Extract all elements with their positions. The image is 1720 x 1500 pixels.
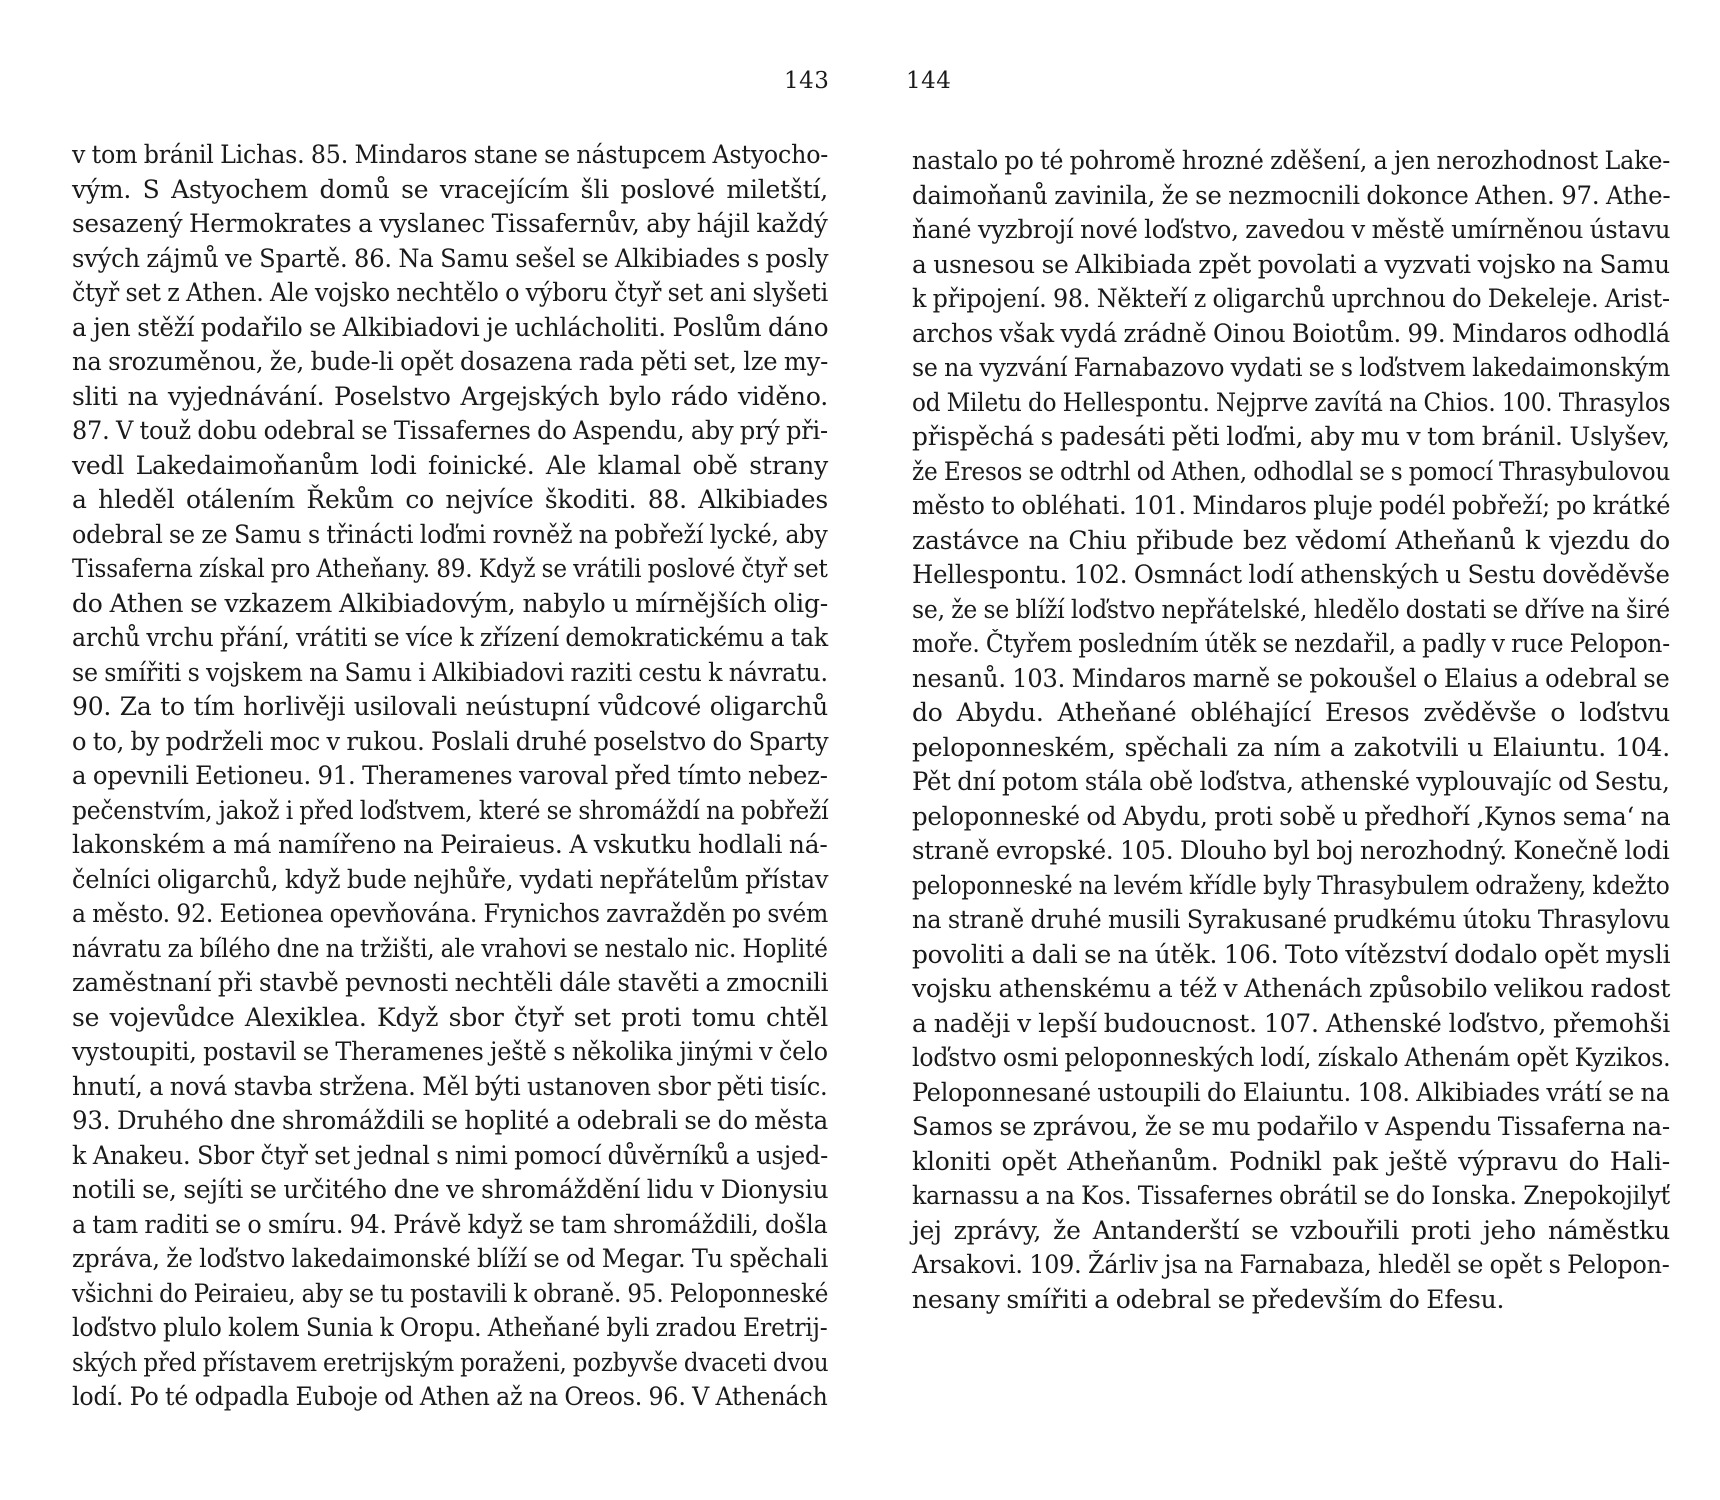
- right-page-text: [912, 144, 1670, 1317]
- text-line: se, že se blíží loďstvo nepřátelské, hledělo dostati se dříve na širé: [912, 594, 1671, 624]
- text-line: v tom bránil Lichas. 85. Mindaros stane se nástupcem Astyocho-: [72, 140, 829, 169]
- text-line: vedl Lakedaimoňanům lodi foinické. Ale klamal obě strany: [72, 450, 828, 480]
- text-line: Peloponnesané ustoupili do Elaiuntu. 108. Alkibiades vrátí se na: [912, 1077, 1670, 1107]
- text-line: od Miletu do Hellespontu. Nejprve zavítá na Chios. 100. Thrasylos: [912, 387, 1671, 417]
- text-line: sesazený Hermokrates a vyslanec Tissafernův, aby hájil každý: [72, 209, 828, 238]
- page-number-left: 143: [784, 68, 830, 94]
- text-line: a město. 92. Eetionea opevňována. Frynichos zavražděn po svém: [72, 899, 829, 928]
- text-line: povoliti a dali se na útěk. 106. Toto vítězství dodalo opět mysli: [912, 939, 1671, 969]
- left-page-text: [72, 138, 828, 1415]
- text-line: Hellespontu. 102. Osmnáct lodí athenských u Sestu dověděvše: [912, 560, 1670, 589]
- text-line: do Athen se vzkazem Alkibiadovým, nabylo u mírnějších olig-: [72, 588, 828, 618]
- text-line: archos však vydá zrádně Oinou Boiotům. 99. Mindaros odhodlá: [912, 318, 1671, 348]
- text-line: odebral se ze Samu s třinácti loďmi rovněž na pobřeží lycké, aby: [72, 519, 828, 549]
- text-line: vojsku athenskému a též v Athenách způsobilo velikou radost: [912, 974, 1671, 1003]
- text-line: loďstvo plulo kolem Sunia k Oropu. Atheňané byli zradou Eretrij-: [72, 1313, 828, 1342]
- page-number-right: 144: [906, 68, 952, 94]
- text-line: svých zájmů ve Spartě. 86. Na Samu sešel se Alkibiades s posly: [72, 243, 829, 273]
- text-line: lakonském a má namířeno na Peiraieus. A vskutku hodlali ná-: [72, 830, 828, 859]
- text-line: Pět dní potom stála obě loďstva, athenské vyplouvajíc od Sestu,: [912, 767, 1670, 796]
- text-line: 87. V touž dobu odebral se Tissafernes do Aspendu, aby prý při-: [72, 416, 828, 445]
- text-line: 90. Za to tím horlivěji usilovali neústupní vůdcové oligarchů: [72, 692, 828, 721]
- text-line: že Eresos se odtrhl od Athen, odhodlal se s pomocí Thrasybulovou: [912, 456, 1671, 486]
- text-line: Samos se zprávou, že se mu podařilo v Aspendu Tissaferna na-: [912, 1112, 1671, 1141]
- text-line: a naději v lepší budoucnost. 107. Athenské loďstvo, přemohši: [912, 1008, 1670, 1038]
- text-line: zaměstnaní při stavbě pevnosti nechtěli dále stavěti a zmocnili: [72, 968, 829, 997]
- text-line: 93. Druhého dne shromáždili se hoplité a odebrali se do města: [72, 1106, 828, 1135]
- text-line: straně evropské. 105. Dlouho byl boj nerozhodný. Konečně lodi: [912, 836, 1670, 865]
- text-line: nesany smířiti a odebral se především do Efesu.: [912, 1284, 1505, 1314]
- text-line: se na vyzvání Farnabazovo vydati se s loďstvem lakedaimonským: [912, 353, 1671, 382]
- text-line: přispěchá s padesáti pěti loďmi, aby mu v tom bránil. Uslyšev,: [912, 422, 1670, 451]
- text-line: Tissaferna získal pro Atheňany. 89. Když se vrátili poslové čtyř set: [72, 554, 828, 583]
- text-line: karnassu a na Kos. Tissafernes obrátil se do Ionska. Znepokojilyť: [912, 1181, 1670, 1210]
- text-line: a hleděl otálením Řekům co nejvíce škoditi. 88. Alkibiades: [72, 485, 828, 514]
- text-line: peloponneské na levém křídle byly Thrasybulem odraženy, kdežto: [912, 870, 1670, 900]
- text-line: notili se, sejíti se určitého dne ve shromáždění lidu v Dionysiu: [72, 1175, 829, 1204]
- text-line: se vojevůdce Alexiklea. Když sbor čtyř set proti tomu chtěl: [72, 1002, 828, 1032]
- text-line: zastávce na Chiu přibude bez vědomí Atheňanů k vjezdu do: [912, 525, 1670, 555]
- text-line: peloponneském, spěchali za ním a zakotvili u Elaiuntu. 104.: [912, 732, 1670, 762]
- text-line: a usnesou se Alkibiada zpět povolati a vyzvati vojsko na Samu: [912, 249, 1670, 279]
- text-line: jej zprávy, že Antanderští se vzbouřili proti jeho náměstku: [912, 1215, 1670, 1245]
- text-line: k připojení. 98. Někteří z oligarchů uprchnou do Dekeleje. Arist-: [912, 284, 1670, 313]
- text-line: daimoňanů zavinila, že se nezmocnili dokonce Athen. 97. Athe-: [912, 180, 1671, 210]
- text-line: a jen stěží podařilo se Alkibiadovi je uchlácholiti. Poslům dáno: [72, 312, 829, 342]
- text-line: nesanů. 103. Mindaros marně se pokoušel o Elaius a odebral se: [912, 663, 1670, 693]
- text-line: Arsakovi. 109. Žárliv jsa na Farnabaza, hleděl se opět s Pelopon-: [912, 1250, 1670, 1279]
- text-line: čelníci oligarchů, když bude nejhůře, vydati nepřátelům přístav: [72, 864, 829, 894]
- text-line: ňané vyzbrojí nové loďstvo, zavedou v městě umírněnou ústavu: [912, 215, 1671, 244]
- text-line: vystoupiti, postavil se Theramenes ještě s několika jinými v čelo: [72, 1037, 828, 1066]
- text-line: loďstvo osmi peloponneských lodí, získalo Athenám opět Kyzikos.: [912, 1043, 1671, 1072]
- text-line: návratu za bílého dne na tržišti, ale vrahovi se nestalo nic. Hoplité: [72, 933, 828, 963]
- text-line: vým. S Astyochem domů se vracejícím šli poslové miletští,: [72, 174, 828, 204]
- text-line: všichni do Peiraieu, aby se tu postavili k obraně. 95. Peloponneské: [72, 1278, 829, 1308]
- text-line: do Abydu. Atheňané obléhající Eresos zvěděvše o loďstvu: [912, 698, 1670, 727]
- text-line: moře. Čtyřem posledním útěk se nezdařil, a padly v ruce Pelopon-: [912, 629, 1670, 658]
- text-line: a tam raditi se o smíru. 94. Právě když se tam shromáždili, došla: [72, 1209, 828, 1239]
- text-line: sliti na vyjednávání. Poselstvo Argejských bylo rádo viděno.: [72, 381, 828, 411]
- text-line: a opevnili Eetioneu. 91. Theramenes varoval před tímto nebez-: [72, 761, 828, 790]
- text-line: ských před přístavem eretrijským poraženi, pozbyvše dvaceti dvou: [72, 1347, 829, 1377]
- text-line: archů vrchu přání, vrátiti se více k zřízení demokratickému a tak: [72, 623, 828, 652]
- text-line: k Anakeu. Sbor čtyř set jednal s nimi pomocí důvěrníků a usjed-: [72, 1140, 829, 1170]
- text-line: na srozuměnou, že, bude-li opět dosazena rada pěti set, lze my-: [72, 347, 829, 376]
- text-line: město to obléhati. 101. Mindaros pluje podél pobřeží; po krátké: [912, 491, 1671, 520]
- text-line: o to, by podrželi moc v rukou. Poslali druhé poselstvo do Sparty: [72, 726, 829, 756]
- text-line: čtyř set z Athen. Ale vojsko nechtělo o výboru čtyř set ani slyšeti: [72, 278, 829, 307]
- text-line: kloniti opět Atheňanům. Podnikl pak ještě výpravu do Hali-: [912, 1146, 1670, 1176]
- text-line: na straně druhé musili Syrakusané prudkému útoku Thrasylovu: [912, 905, 1671, 934]
- text-line: zpráva, že loďstvo lakedaimonské blíží se od Megar. Tu spěchali: [72, 1244, 829, 1273]
- text-line: hnutí, a nová stavba stržena. Měl býti ustanoven sbor pěti tisíc.: [72, 1071, 828, 1101]
- text-line: pečenstvím, jakož i před loďstvem, které se shromáždí na pobřeží: [72, 795, 829, 825]
- text-line: nastalo po té pohromě hrozné zděšení, a jen nerozhodnost Lake-: [912, 146, 1671, 175]
- text-line: lodí. Po té odpadla Euboje od Athen až na Oreos. 96. V Athenách: [72, 1382, 828, 1411]
- text-line: peloponneské od Abydu, proti sobě u předhoří ‚Kynos sema‘ na: [912, 801, 1671, 831]
- text-line: se smířiti s vojskem na Samu i Alkibiadovi raziti cestu k návratu.: [72, 657, 828, 687]
